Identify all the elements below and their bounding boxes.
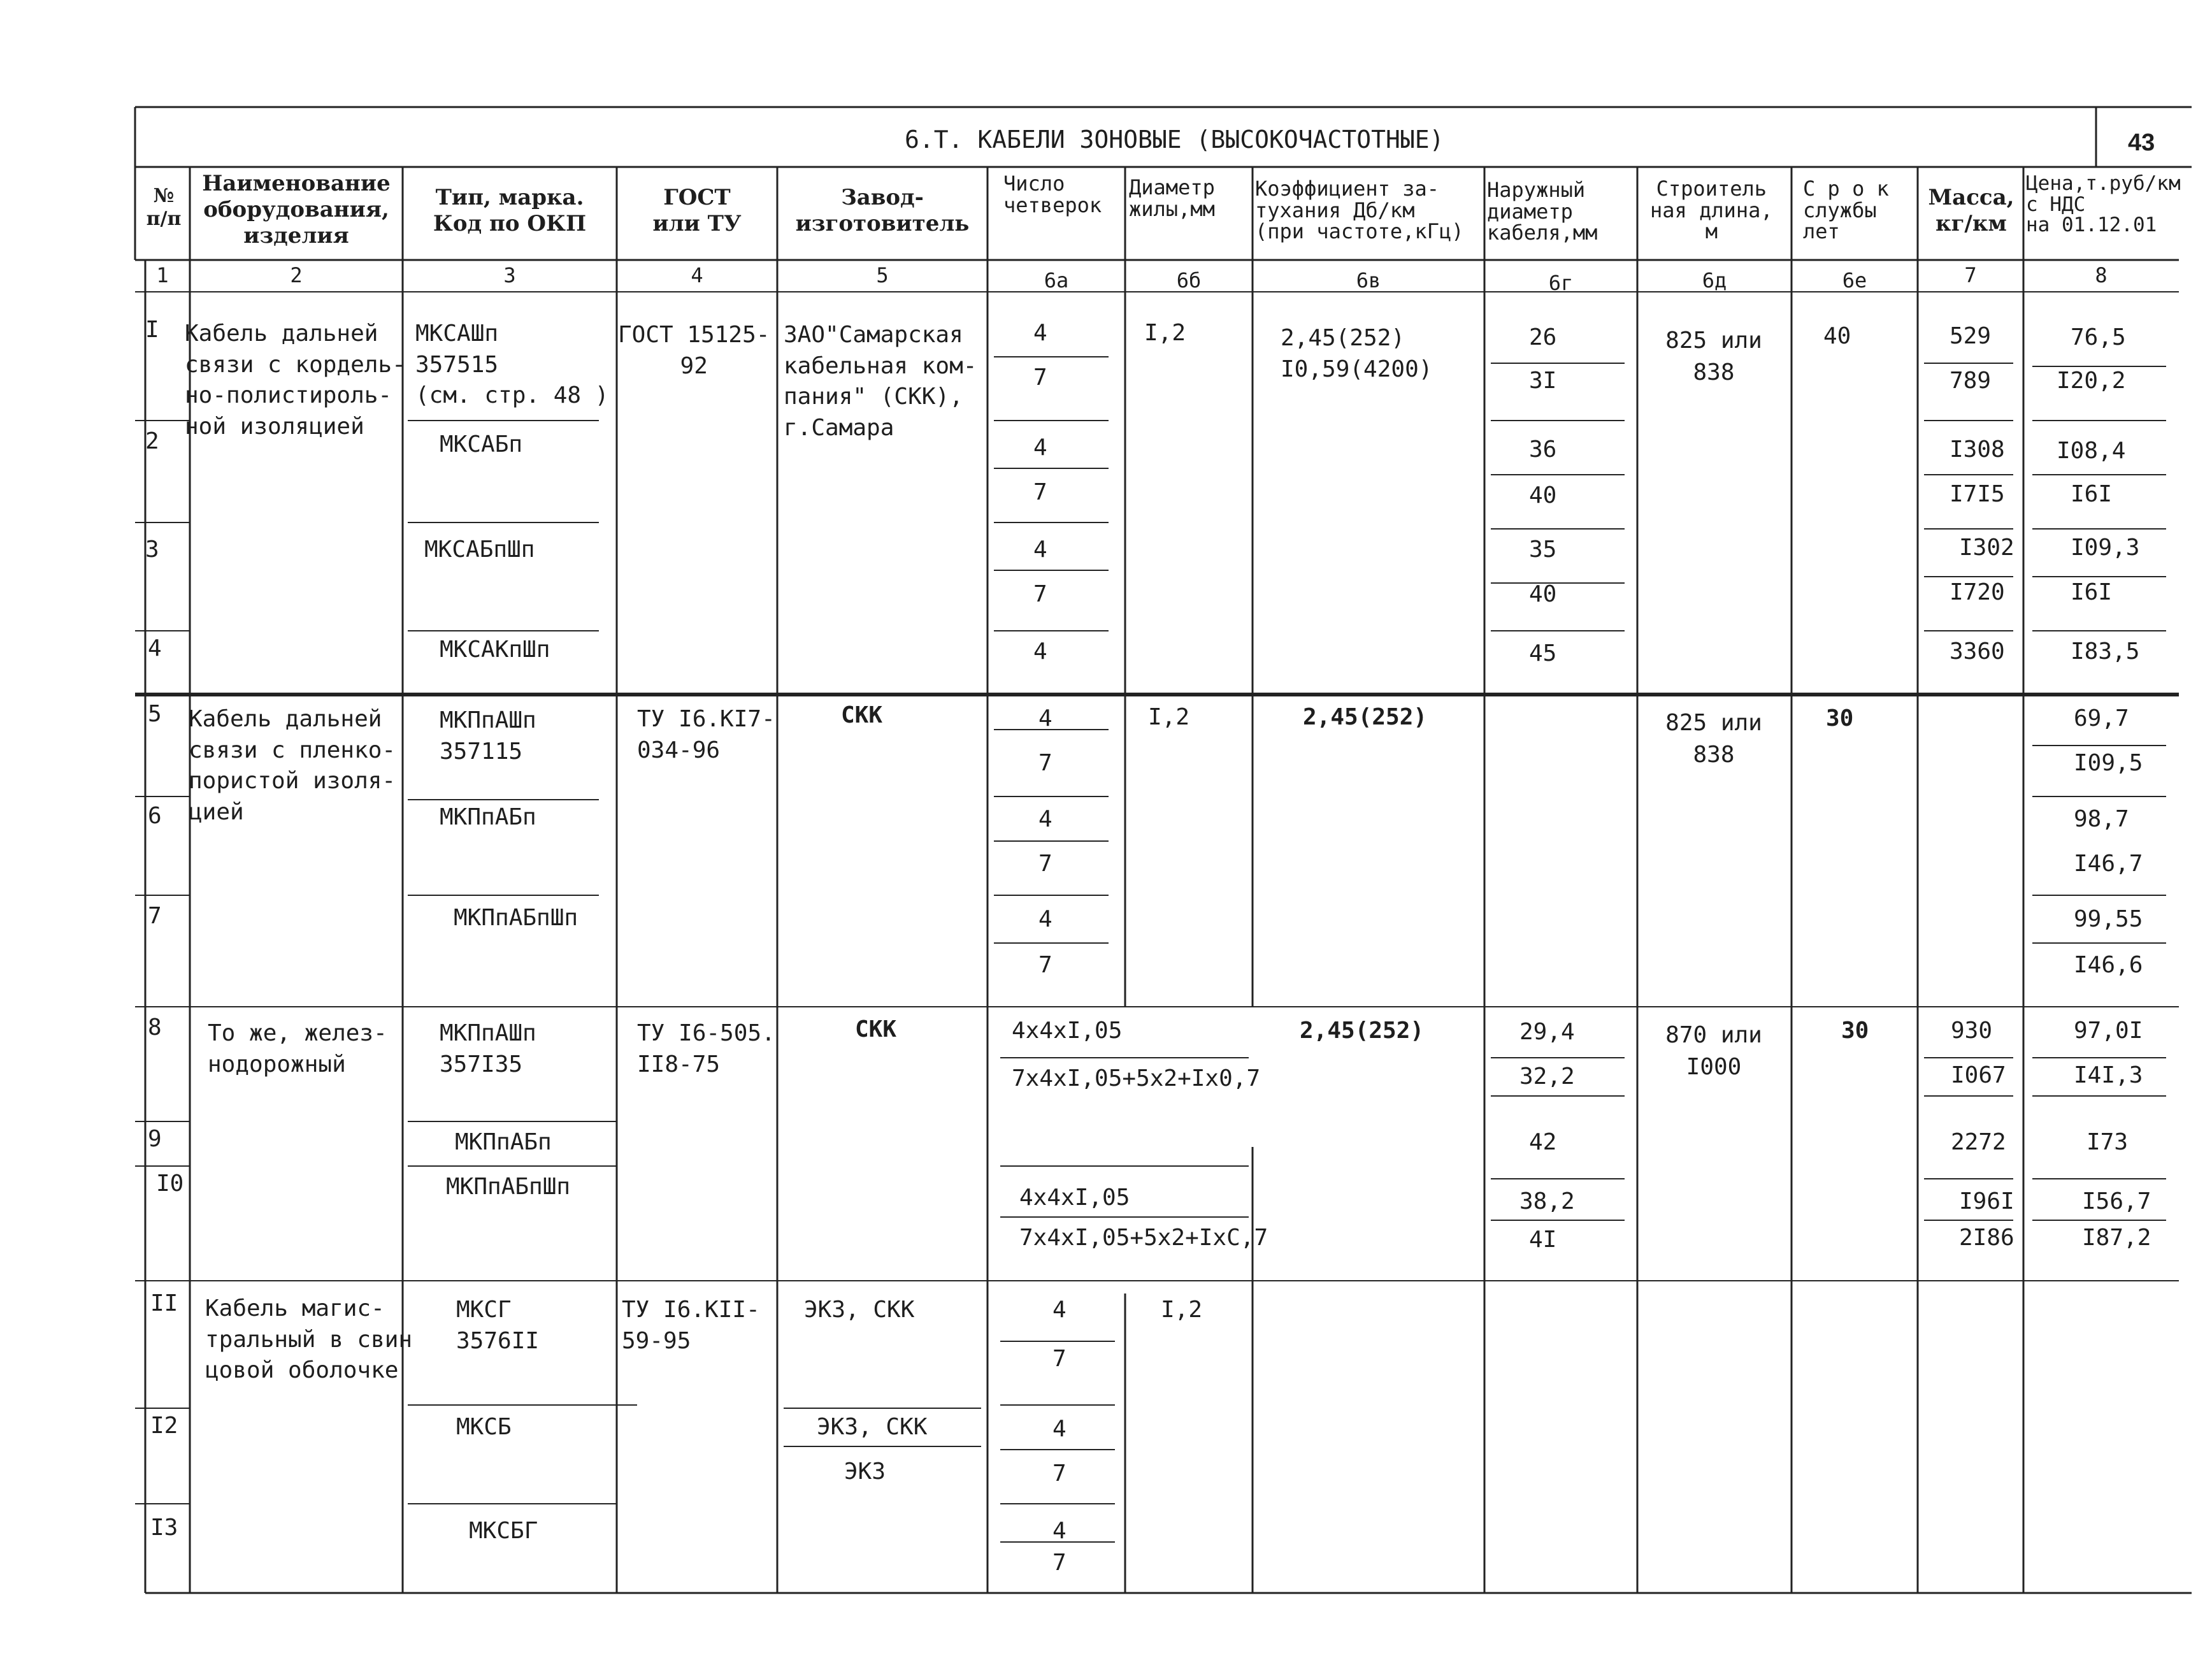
gost: ТУ I6.KI7- 034-96 (637, 706, 775, 763)
product-name: Кабель дальней связи с кордель- но-полистироль- ной изоляцией (185, 321, 406, 440)
quads: 4 (1033, 320, 1047, 346)
price: I46,6 (2074, 952, 2143, 978)
page-title: 6.Τ. ΚΑБΕЛИ ЗОНОВЫЕ (ВЫСОКОЧАСТОТНЫЕ) (905, 126, 1444, 154)
price: I46,7 (2074, 851, 2143, 877)
price: I6I (2071, 481, 2113, 507)
mass: I067 (1951, 1062, 2006, 1088)
price: I20,2 (2057, 368, 2126, 394)
outer-diameter: 3I (1529, 368, 1557, 394)
column-number: 8 (2095, 263, 2108, 287)
quads: 7 (1033, 479, 1047, 505)
row-number: I2 (150, 1413, 178, 1439)
quads: 7 (1038, 750, 1052, 776)
quads: 4 (1038, 906, 1052, 932)
row-number: 8 (148, 1014, 162, 1041)
column-number: 4 (691, 263, 703, 287)
build-length: 825 или 838 (1665, 710, 1762, 768)
outer-diameter: 38,2 (1519, 1188, 1575, 1214)
header-outer-diameter: Наружный диаметр кабеля,мм (1487, 178, 1598, 245)
price: I6I (2071, 579, 2113, 605)
quads: 4 (1052, 1416, 1066, 1442)
row-number: 7 (148, 903, 162, 929)
price: I83,5 (2071, 638, 2140, 665)
row-number: I3 (150, 1515, 178, 1541)
quads: 4 (1052, 1297, 1066, 1323)
wire-diameter: I,2 (1144, 320, 1186, 346)
quads: 4 (1033, 537, 1047, 563)
row-number: 4 (148, 635, 162, 661)
price: I87,2 (2082, 1225, 2151, 1251)
mass: 930 (1951, 1018, 1993, 1044)
row-number: 2 (145, 428, 159, 454)
wire-diameter: I,2 (1161, 1297, 1203, 1323)
header-attenuation: Коэффициент за- тухания Дб/км (при частоте,кГц) (1255, 177, 1464, 244)
price: 99,55 (2074, 906, 2143, 932)
cable-type: МКСГ 3576II (456, 1297, 540, 1354)
column-number: 1 (156, 263, 169, 287)
header-number: № п/п (146, 185, 182, 230)
factory: ЭКЗ, СКК (804, 1297, 915, 1323)
mass: I7I5 (1950, 481, 2005, 507)
mass: I96I (1959, 1188, 2014, 1214)
factory: СКК (855, 1016, 897, 1042)
quads: 7x4xI,05+5x2+IxC,7 (1019, 1225, 1268, 1251)
quads: 7 (1052, 1550, 1066, 1576)
column-number: 3 (503, 263, 516, 287)
header-mass: Масса, кг/км (1928, 185, 2014, 236)
quads: 4 (1052, 1518, 1066, 1544)
cable-type: МКСАБпШп (424, 537, 535, 563)
build-length: 825 или 838 (1665, 328, 1762, 386)
row-number: 9 (148, 1126, 162, 1152)
price: I08,4 (2057, 438, 2126, 464)
cable-type: МКСБ (456, 1414, 512, 1440)
product-name: Кабель магис- тральный в свин цовой оболочке (205, 1295, 413, 1384)
column-number: 6д (1702, 268, 1727, 292)
header-gost: ГОСТ или ТУ (652, 185, 742, 236)
row-number: I0 (156, 1171, 184, 1197)
header-quads: Число четверок (1003, 171, 1102, 217)
attenuation: 2,45(252) I0,59(4200) (1281, 325, 1433, 382)
price: 97,0I (2074, 1018, 2143, 1044)
price: 98,7 (2074, 806, 2129, 832)
column-number: 5 (876, 263, 889, 287)
price: I56,7 (2082, 1188, 2151, 1214)
price: I73 (2086, 1129, 2129, 1155)
attenuation: 2,45(252) (1303, 704, 1428, 730)
page-number: 43 (2128, 129, 2155, 156)
quads: 7 (1038, 952, 1052, 978)
quads: 7 (1033, 581, 1047, 607)
quads: 4 (1038, 705, 1052, 731)
header-service-life: С р о к службы лет (1803, 177, 1889, 244)
mass: 3360 (1950, 638, 2005, 665)
column-number: 2 (290, 263, 303, 287)
mass: I308 (1950, 436, 2005, 463)
outer-diameter: 40 (1529, 581, 1557, 607)
factory: СКК (841, 702, 883, 728)
row-number: 6 (148, 803, 162, 829)
mass: 2272 (1951, 1129, 2006, 1155)
wire-diameter: I,2 (1148, 704, 1190, 730)
column-number: 6а (1044, 268, 1069, 292)
outer-diameter: 40 (1529, 482, 1557, 508)
price: 69,7 (2074, 705, 2129, 731)
column-number: 6г (1548, 271, 1574, 295)
column-number: 6б (1176, 268, 1202, 292)
product-name: То же, желез- нодорожный (208, 1020, 387, 1077)
row-number: 3 (145, 537, 159, 563)
factory: ЭКЗ (844, 1459, 886, 1485)
header-factory: Завод- изготовитель (795, 185, 970, 236)
column-number: 6в (1356, 268, 1381, 292)
row-number: II (150, 1290, 178, 1316)
quads: 4x4xI,05 (1019, 1185, 1130, 1211)
outer-diameter: 45 (1529, 640, 1557, 667)
header-wire-diameter: Диаметр жилы,мм (1129, 175, 1215, 221)
product-name: Кабель дальней связи с пленко- пористой изоля- цией (189, 706, 396, 825)
quads: 7 (1052, 1346, 1066, 1372)
mass: 2I86 (1959, 1225, 2014, 1251)
price: 76,5 (2071, 324, 2126, 350)
service-life: 30 (1826, 705, 1854, 731)
cable-type: МКСАШп 357515 (см. стр. 48 ) (415, 321, 609, 409)
outer-diameter: 32,2 (1519, 1063, 1575, 1090)
quads: 4 (1033, 638, 1047, 665)
cable-type: МКПпАБп (440, 804, 536, 830)
header-type: Тип, марка. Код по ОКП (433, 185, 587, 236)
outer-diameter: 4I (1529, 1227, 1557, 1253)
cable-type: МКСАКпШп (440, 637, 550, 663)
factory: ЭКЗ, СКК (817, 1414, 928, 1440)
price: I09,3 (2071, 535, 2140, 561)
service-life: 40 (1823, 323, 1851, 349)
quads: 4 (1033, 435, 1047, 461)
gost: ТУ I6.KII- 59-95 (622, 1297, 760, 1354)
header-price: Цена,т.руб/км с НДС на 01.12.01 (2026, 172, 2181, 237)
mass: 789 (1950, 368, 1992, 394)
attenuation: 2,45(252) (1300, 1018, 1425, 1044)
price: I09,5 (2074, 750, 2143, 776)
column-number: 7 (1964, 263, 1977, 287)
header-name: Наименование оборудования, изделия (202, 171, 391, 249)
outer-diameter: 36 (1529, 436, 1557, 463)
row-number: 5 (148, 701, 162, 727)
outer-diameter: 29,4 (1519, 1019, 1575, 1045)
quads: 7x4xI,05+5x2+Ix0,7 (1012, 1065, 1261, 1092)
cable-type: МКСАБп (440, 431, 523, 458)
cable-type: МКПпАБпШп (446, 1174, 571, 1200)
price: I4I,3 (2074, 1062, 2143, 1088)
outer-diameter: 42 (1529, 1129, 1557, 1155)
quads: 7 (1052, 1460, 1066, 1487)
mass: I302 (1959, 535, 2014, 561)
cable-type: МКПпАБп (455, 1129, 552, 1155)
mass: 529 (1950, 323, 1992, 349)
service-life: 30 (1841, 1018, 1869, 1044)
quads: 4x4xI,05 (1012, 1018, 1123, 1044)
column-number: 6е (1842, 268, 1867, 292)
cable-type: МКПпАБпШп (454, 905, 578, 931)
factory: ЗАО"Самарская кабельная ком- пания" (СКК), г.Самара (784, 322, 977, 441)
cable-type: МКПпАШп 357I35 (440, 1020, 536, 1077)
quads: 7 (1038, 851, 1052, 877)
row-number: I (145, 317, 159, 343)
gost: ГОСТ 15125- 92 (618, 322, 770, 379)
gost: ТУ I6-505. II8-75 (637, 1020, 775, 1077)
quads: 7 (1033, 364, 1047, 391)
cable-type: МКСБГ (469, 1518, 538, 1544)
header-length: Строитель ная длина, м (1650, 177, 1773, 244)
cable-type: МКПпАШп 357115 (440, 707, 536, 765)
outer-diameter: 35 (1529, 537, 1557, 563)
quads: 4 (1038, 806, 1052, 832)
mass: I720 (1950, 579, 2005, 605)
outer-diameter: 26 (1529, 324, 1557, 350)
build-length: 870 или I000 (1665, 1022, 1762, 1081)
